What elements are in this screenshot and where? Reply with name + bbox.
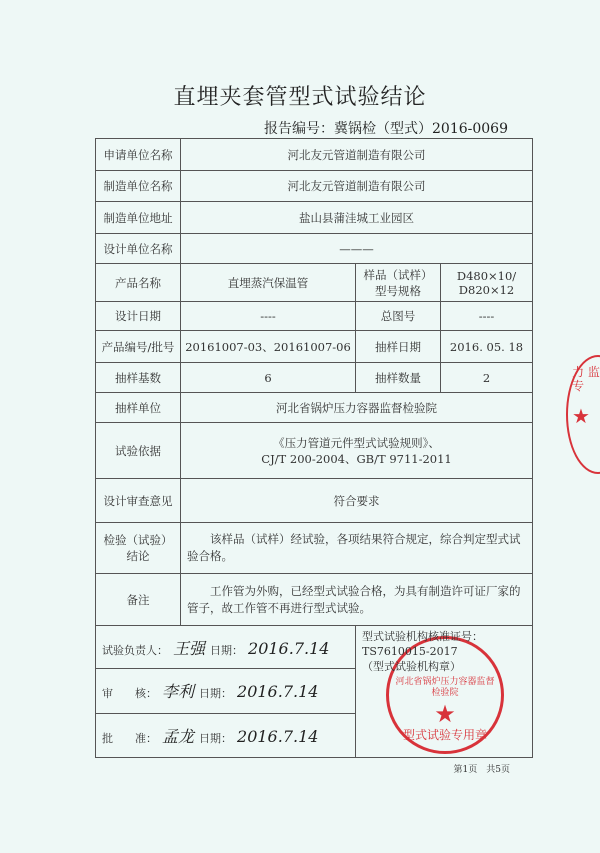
document-title: 直埋夹套管型式试验结论 <box>173 85 427 110</box>
date-label: 日期： <box>199 687 233 701</box>
basis-line-1: 《压力管道元件型式试验规则》、 <box>273 435 440 450</box>
row-review <box>96 479 533 523</box>
license-block <box>362 629 528 674</box>
label: 抽样数量 <box>356 363 441 393</box>
row-base <box>96 363 533 393</box>
star-icon: ★ <box>434 700 456 728</box>
value: D480×10/ D820×12 <box>441 264 533 302</box>
label: 样品（试样）型号规格 <box>356 264 441 302</box>
value: 直埋蒸汽保温管 <box>181 264 356 302</box>
signature-cell <box>96 626 356 669</box>
label: 试验负责人： <box>102 643 168 657</box>
label: 抽样单位 <box>96 393 181 423</box>
row-designer <box>96 234 533 264</box>
conclusion-table <box>95 138 533 758</box>
label: 设计审查意见 <box>96 479 181 523</box>
label: 设计日期 <box>96 302 181 331</box>
page-footer: 第1页 共5页 <box>453 765 510 775</box>
label: 设计单位名称 <box>96 234 181 264</box>
row-applicant <box>96 139 533 171</box>
value: ——— <box>181 234 533 264</box>
handwritten-date: 2016.7.14 <box>248 638 330 658</box>
label: 总图号 <box>356 302 441 331</box>
handwritten-date: 2016.7.14 <box>237 682 319 702</box>
signature-cell <box>96 713 356 757</box>
handwritten-date: 2016.7.14 <box>237 726 319 746</box>
basis-line-2: CJ/T 200-2004、GB/T 9711-2011 <box>261 451 452 466</box>
handwritten-signature: 李利 <box>162 682 195 702</box>
license-label: 型式试验机构核准证号： <box>362 630 483 643</box>
report-number: 报告编号：冀锅检（型式）2016-0069 <box>264 121 508 137</box>
value <box>181 423 533 479</box>
license-note: （型式试验机构章） <box>362 660 461 673</box>
stamp-center-text: 型式试验专用章 <box>402 728 487 742</box>
row-address <box>96 202 533 234</box>
value: ---- <box>441 302 533 331</box>
label: 制造单位地址 <box>96 202 181 234</box>
label: 申请单位名称 <box>96 139 181 171</box>
license-number: TS7610015-2017 <box>362 645 458 658</box>
label: 抽样基数 <box>96 363 181 393</box>
value: 盐山县蒲洼城工业园区 <box>181 202 533 234</box>
label: 备注 <box>96 574 181 626</box>
value: 6 <box>181 363 356 393</box>
date-label: 日期： <box>199 731 233 745</box>
value: 2 <box>441 363 533 393</box>
value: ---- <box>181 302 356 331</box>
edge-stamp <box>566 355 600 474</box>
row-product <box>96 264 533 302</box>
row-conclusion <box>96 523 533 574</box>
edge-stamp-text: 力 监专 <box>572 365 600 393</box>
date-label: 日期： <box>210 643 244 657</box>
license-stamp-cell <box>356 626 533 758</box>
label: 产品编号/批号 <box>96 331 181 363</box>
star-icon: ★ <box>572 404 590 428</box>
row-manufacturer <box>96 171 533 202</box>
value: 河北省锅炉压力容器监督检验院 <box>181 393 533 423</box>
row-remarks <box>96 574 533 626</box>
label: 抽样日期 <box>356 331 441 363</box>
label: 批 准： <box>102 731 157 745</box>
value: 2016. 05. 18 <box>441 331 533 363</box>
value: 河北友元管道制造有限公司 <box>181 139 533 171</box>
value: 20161007-03、20161007-06 <box>181 331 356 363</box>
row-signature-tester <box>96 626 533 669</box>
label: 产品名称 <box>96 264 181 302</box>
value: 工作管为外购，已经型式试验合格，为具有制造许可证厂家的管子，故工作管不再进行型式试验。 <box>181 574 533 626</box>
stamp-ring-text: 河北省锅炉压力容器监督检验院 <box>395 677 495 698</box>
handwritten-signature: 王强 <box>173 638 206 658</box>
handwritten-signature: 孟龙 <box>162 726 195 746</box>
row-batch <box>96 331 533 363</box>
row-design-date <box>96 302 533 331</box>
label: 试验依据 <box>96 423 181 479</box>
row-sampler <box>96 393 533 423</box>
label: 检验（试验）结论 <box>96 523 181 574</box>
label: 审 核： <box>102 687 157 701</box>
label: 制造单位名称 <box>96 171 181 202</box>
value: 河北友元管道制造有限公司 <box>181 171 533 202</box>
signature-cell <box>96 669 356 713</box>
value: 该样品（试样）经试验，各项结果符合规定，综合判定型式试验合格。 <box>181 523 533 574</box>
value: 符合要求 <box>181 479 533 523</box>
row-basis <box>96 423 533 479</box>
